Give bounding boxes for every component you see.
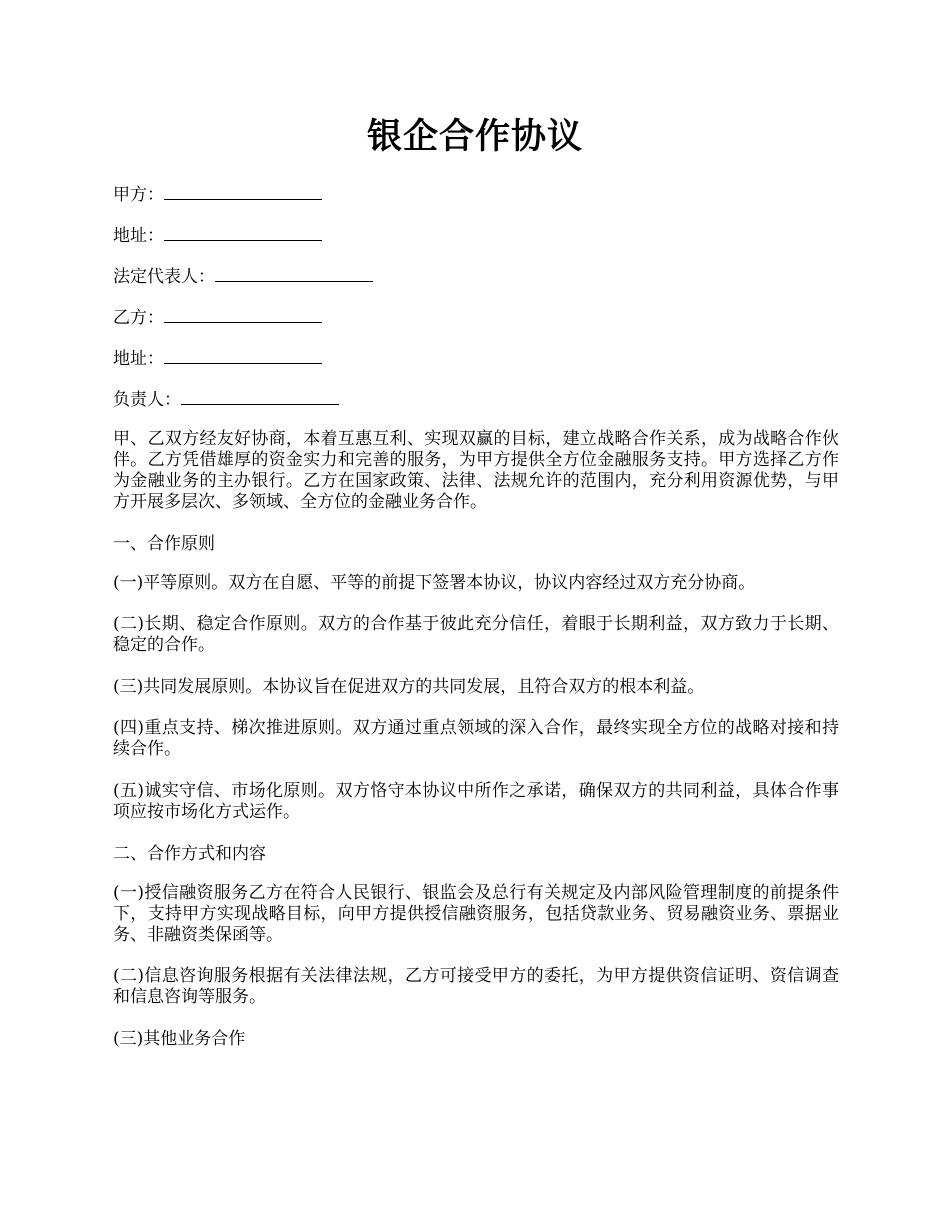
document-title: 银企合作协议 [366,116,583,157]
party-b-blank[interactable] [164,304,322,323]
responsible-person-field [113,386,339,412]
party-a-blank[interactable] [164,181,322,200]
principle-item-3: (三)共同发展原则。本协议旨在促进双方的共同发展，且符合双方的根本利益。 [113,677,705,697]
section-1-heading: 一、合作原则 [113,534,215,554]
cooperation-item-2: (二)信息咨询服务根据有关法律法规，乙方可接受甲方的委托，为甲方提供资信证明、资信调查和信息咨询等服务。 [113,966,839,1007]
section-2-heading: 二、合作方式和内容 [113,844,266,864]
party-b-label: 乙方： [113,308,164,328]
cooperation-item-3: (三)其他业务合作 [113,1029,246,1049]
responsible-person-blank[interactable] [181,386,339,405]
party-b-field [113,304,322,330]
responsible-person-label: 负责人： [113,390,181,410]
party-a-address-blank[interactable] [164,222,322,241]
legal-representative-field [113,263,373,289]
party-b-address-label: 地址： [113,349,164,369]
party-b-address-blank[interactable] [164,345,322,364]
party-b-address-field [113,345,322,371]
principle-item-5: (五)诚实守信、市场化原则。双方恪守本协议中所作之承诺，确保双方的共同利益，具体合作事项应按市场化方式运作。 [113,781,839,822]
party-a-label: 甲方： [113,185,164,205]
cooperation-item-1: (一)授信融资服务乙方在符合人民银行、银监会及总行有关规定及内部风险管理制度的前提条件下，支持甲方实现战略目标，向甲方提供授信融资服务，包括贷款业务、贸易融资业务、票据业务、非融资类保函等。 [113,883,839,945]
legal-representative-label: 法定代表人： [113,267,215,287]
party-a-address-field [113,222,322,248]
party-a-address-label: 地址： [113,226,164,246]
party-a-field [113,181,322,207]
legal-representative-blank[interactable] [215,263,373,282]
principle-item-2: (二)长期、稳定合作原则。双方的合作基于彼此充分信任，着眼于长期利益，双方致力于长期、稳定的合作。 [113,614,839,655]
principle-item-1: (一)平等原则。双方在自愿、平等的前提下签署本协议，协议内容经过双方充分协商。 [113,573,756,593]
intro-paragraph: 甲、乙双方经友好协商，本着互惠互利、实现双赢的目标，建立战略合作关系，成为战略合作伙伴。乙方凭借雄厚的资金实力和完善的服务，为甲方提供全方位金融服务支持。甲方选择乙方作为金融业务的主办银行。乙方在国家政策、法律、法规允许的范围内，充分利用资源优势，与甲方开展多层次、多领域、全方位的金融业务合作。 [113,429,839,512]
principle-item-4: (四)重点支持、梯次推进原则。双方通过重点领域的深入合作，最终实现全方位的战略对接和持续合作。 [113,718,839,759]
